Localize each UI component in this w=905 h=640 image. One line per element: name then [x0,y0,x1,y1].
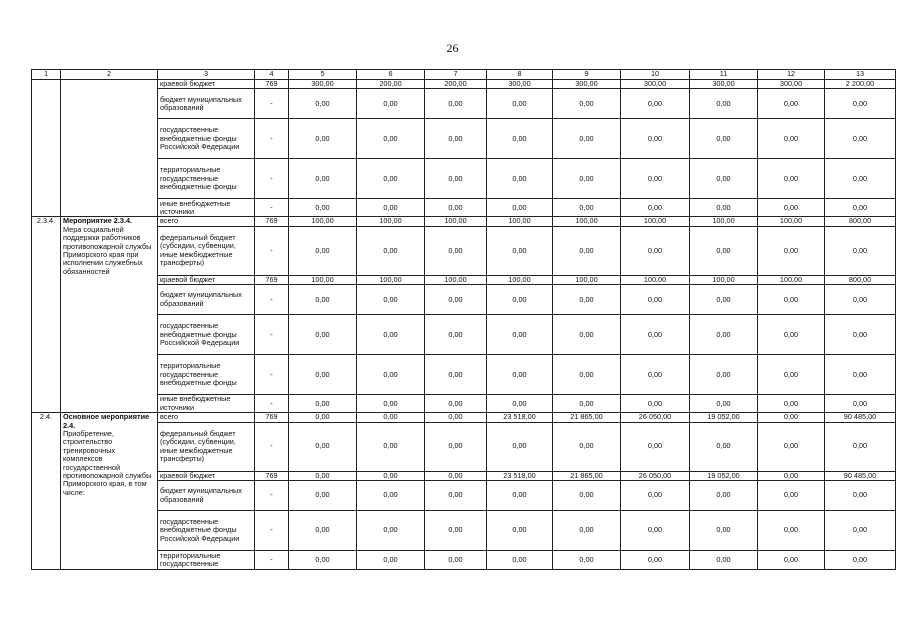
item-title: Основное мероприятие 2.4. [63,412,150,430]
budget-code: 769 [255,471,289,480]
amount-cell: 0,00 [289,413,357,422]
amount-cell: 0,00 [758,355,825,395]
amount-cell: 0,00 [357,471,425,480]
amount-cell: 0,00 [553,199,621,217]
amount-cell: 0,00 [690,355,758,395]
amount-cell: 0,00 [758,159,825,199]
amount-cell: 0,00 [621,395,690,413]
funding-source: государственные внебюджетные фонды Российской Федерации [158,511,255,551]
budget-code: - [255,119,289,159]
funding-source: бюджет муниципальных образований [158,89,255,119]
budget-code: - [255,481,289,511]
amount-cell: 0,00 [289,89,357,119]
amount-cell: 0,00 [825,551,896,570]
amount-cell: 21 865,00 [553,471,621,480]
amount-cell: 0,00 [758,395,825,413]
amount-cell: 0,00 [289,315,357,355]
funding-source: иные внебюджетные источники [158,199,255,217]
amount-cell: 0,00 [690,199,758,217]
amount-cell: 0,00 [357,89,425,119]
amount-cell: 200,00 [425,80,487,89]
amount-cell: 0,00 [289,422,357,471]
amount-cell: 0,00 [487,119,553,159]
amount-cell: 0,00 [690,395,758,413]
table-header-row [32,70,896,80]
amount-cell: 0,00 [425,481,487,511]
amount-cell: 0,00 [487,226,553,275]
amount-cell: 0,00 [357,226,425,275]
amount-cell: 300,00 [690,80,758,89]
table-row [32,199,896,217]
amount-cell: 0,00 [487,422,553,471]
amount-cell: 100,00 [621,217,690,226]
column-header: 4 [255,70,289,80]
funding-source: государственные внебюджетные фонды Российской Федерации [158,315,255,355]
amount-cell: 0,00 [825,119,896,159]
amount-cell: 0,00 [621,355,690,395]
amount-cell: 0,00 [621,422,690,471]
table-row [32,471,896,480]
amount-cell: 0,00 [357,395,425,413]
amount-cell: 100,00 [357,275,425,284]
funding-source: бюджет муниципальных образований [158,481,255,511]
amount-cell: 0,00 [553,315,621,355]
amount-cell: 0,00 [690,551,758,570]
amount-cell: 0,00 [289,199,357,217]
amount-cell: 0,00 [357,511,425,551]
column-header: 12 [758,70,825,80]
amount-cell: 0,00 [487,315,553,355]
amount-cell: 0,00 [621,285,690,315]
amount-cell: 0,00 [758,471,825,480]
amount-cell: 100,00 [690,275,758,284]
funding-source: государственные внебюджетные фонды Российской Федерации [158,119,255,159]
amount-cell: 100,00 [487,275,553,284]
amount-cell: 0,00 [553,159,621,199]
amount-cell: 0,00 [357,481,425,511]
amount-cell: 0,00 [357,422,425,471]
budget-code: 769 [255,80,289,89]
funding-source: краевой бюджет [158,80,255,89]
amount-cell: 0,00 [357,159,425,199]
funding-source: всего [158,217,255,226]
amount-cell: 0,00 [289,471,357,480]
funding-source: федеральный бюджет (субсидии, субвенции, иные межбюджетные трансферты) [158,226,255,275]
amount-cell: 0,00 [553,551,621,570]
amount-cell: 19 052,00 [690,471,758,480]
amount-cell: 0,00 [425,89,487,119]
table-row [32,481,896,511]
amount-cell: 0,00 [758,511,825,551]
amount-cell: 0,00 [621,199,690,217]
amount-cell: 0,00 [690,422,758,471]
table-row [32,395,896,413]
amount-cell: 100,00 [690,217,758,226]
amount-cell: 100,00 [758,275,825,284]
amount-cell: 0,00 [621,481,690,511]
amount-cell: 300,00 [487,80,553,89]
amount-cell: 0,00 [425,285,487,315]
amount-cell: 0,00 [425,413,487,422]
amount-cell: 100,00 [758,217,825,226]
amount-cell: 26 050,00 [621,413,690,422]
amount-cell: 800,00 [825,217,896,226]
amount-cell: 0,00 [487,395,553,413]
table-row [32,511,896,551]
amount-cell: 0,00 [825,395,896,413]
item-code [32,80,61,217]
amount-cell: 0,00 [289,395,357,413]
item-desc-text: Приобретение, строительство тренировочных комплексов государственной противопожарной службы Приморского края, в том числе: [63,429,152,497]
amount-cell: 0,00 [289,481,357,511]
budget-code: 769 [255,275,289,284]
amount-cell: 300,00 [758,80,825,89]
amount-cell: 0,00 [425,119,487,159]
amount-cell: 0,00 [357,285,425,315]
table-row [32,159,896,199]
amount-cell: 0,00 [425,226,487,275]
amount-cell: 0,00 [553,285,621,315]
budget-code: - [255,199,289,217]
amount-cell: 0,00 [825,422,896,471]
funding-source: федеральный бюджет (субсидии, субвенции, иные межбюджетные трансферты) [158,422,255,471]
table-row [32,217,896,226]
amount-cell: 0,00 [758,285,825,315]
item-description [61,413,158,570]
amount-cell: 0,00 [553,226,621,275]
amount-cell: 26 050,00 [621,471,690,480]
table-row [32,413,896,422]
amount-cell: 23 518,00 [487,413,553,422]
amount-cell: 90 485,00 [825,413,896,422]
amount-cell: 0,00 [553,355,621,395]
amount-cell: 0,00 [553,89,621,119]
amount-cell: 0,00 [425,355,487,395]
column-header: 3 [158,70,255,80]
amount-cell: 0,00 [621,89,690,119]
amount-cell: 0,00 [289,119,357,159]
amount-cell: 0,00 [825,199,896,217]
amount-cell: 0,00 [690,159,758,199]
funding-source: всего [158,413,255,422]
amount-cell: 21 865,00 [553,413,621,422]
amount-cell: 0,00 [487,89,553,119]
amount-cell: 90 485,00 [825,471,896,480]
budget-code: - [255,395,289,413]
amount-cell: 100,00 [553,217,621,226]
amount-cell: 23 518,00 [487,471,553,480]
amount-cell: 0,00 [825,355,896,395]
amount-cell: 0,00 [621,226,690,275]
amount-cell: 100,00 [487,217,553,226]
amount-cell: 0,00 [425,199,487,217]
amount-cell: 300,00 [289,80,357,89]
amount-cell: 0,00 [690,481,758,511]
amount-cell: 0,00 [758,89,825,119]
amount-cell: 100,00 [425,275,487,284]
item-description [61,80,158,217]
funding-source: иные внебюджетные источники [158,395,255,413]
amount-cell: 0,00 [758,551,825,570]
table-row [32,551,896,570]
column-header: 11 [690,70,758,80]
budget-table [31,69,896,570]
amount-cell: 0,00 [357,119,425,159]
budget-code: - [255,226,289,275]
budget-code: - [255,511,289,551]
amount-cell: 0,00 [553,422,621,471]
amount-cell: 0,00 [621,119,690,159]
page-number: 26 [446,41,459,55]
amount-cell: 0,00 [425,551,487,570]
amount-cell: 800,00 [825,275,896,284]
amount-cell: 0,00 [758,481,825,511]
amount-cell: 0,00 [758,226,825,275]
amount-cell: 0,00 [825,159,896,199]
amount-cell: 0,00 [758,199,825,217]
amount-cell: 300,00 [553,80,621,89]
amount-cell: 0,00 [553,511,621,551]
item-code: 2.4. [32,413,61,570]
amount-cell: 0,00 [289,355,357,395]
amount-cell: 0,00 [425,315,487,355]
budget-code: - [255,422,289,471]
column-header: 8 [487,70,553,80]
amount-cell: 0,00 [553,395,621,413]
amount-cell: 0,00 [425,511,487,551]
column-header: 13 [825,70,896,80]
item-description [61,217,158,413]
amount-cell: 0,00 [690,315,758,355]
amount-cell: 0,00 [289,511,357,551]
amount-cell: 0,00 [825,89,896,119]
amount-cell: 0,00 [487,199,553,217]
amount-cell: 100,00 [425,217,487,226]
amount-cell: 0,00 [825,285,896,315]
amount-cell: 19 052,00 [690,413,758,422]
amount-cell: 2 200,00 [825,80,896,89]
amount-cell: 0,00 [425,395,487,413]
amount-cell: 0,00 [758,422,825,471]
amount-cell: 200,00 [357,80,425,89]
column-header: 1 [32,70,61,80]
amount-cell: 100,00 [357,217,425,226]
amount-cell: 0,00 [289,159,357,199]
column-header: 6 [357,70,425,80]
amount-cell: 0,00 [357,355,425,395]
funding-source: территориальные государственные внебюджетные фонды [158,159,255,199]
amount-cell: 0,00 [289,551,357,570]
amount-cell: 0,00 [487,551,553,570]
column-header: 10 [621,70,690,80]
column-header: 9 [553,70,621,80]
table-row [32,119,896,159]
amount-cell: 0,00 [758,413,825,422]
amount-cell: 0,00 [425,471,487,480]
amount-cell: 100,00 [621,275,690,284]
table-row [32,226,896,275]
amount-cell: 0,00 [825,226,896,275]
budget-code: 769 [255,413,289,422]
amount-cell: 0,00 [487,159,553,199]
table-row [32,355,896,395]
funding-source: бюджет муниципальных образований [158,285,255,315]
amount-cell: 0,00 [357,551,425,570]
amount-cell: 0,00 [621,551,690,570]
budget-code: - [255,285,289,315]
amount-cell: 0,00 [690,226,758,275]
amount-cell: 100,00 [289,275,357,284]
budget-code: 769 [255,217,289,226]
amount-cell: 0,00 [487,481,553,511]
amount-cell: 0,00 [690,285,758,315]
budget-code: - [255,355,289,395]
funding-source: территориальные государственные внебюджетные фонды [158,355,255,395]
table-row [32,275,896,284]
column-header: 7 [425,70,487,80]
table-row [32,285,896,315]
budget-code: - [255,89,289,119]
amount-cell: 0,00 [357,413,425,422]
funding-source: краевой бюджет [158,275,255,284]
amount-cell: 0,00 [289,285,357,315]
amount-cell: 0,00 [357,199,425,217]
table-row [32,80,896,89]
amount-cell: 0,00 [621,511,690,551]
item-code: 2.3.4. [32,217,61,413]
amount-cell: 0,00 [621,315,690,355]
funding-source: территориальные государственные [158,551,255,570]
funding-source: краевой бюджет [158,471,255,480]
amount-cell: 0,00 [425,422,487,471]
table-row [32,89,896,119]
amount-cell: 0,00 [758,119,825,159]
amount-cell: 0,00 [487,511,553,551]
budget-code: - [255,551,289,570]
item-title: Мероприятие 2.3.4. [63,216,133,226]
amount-cell: 0,00 [690,119,758,159]
amount-cell: 0,00 [690,89,758,119]
item-desc-text: Мера социальной поддержки работников противопожарной службы Приморского края при исполнении служебных обязанностей [63,224,152,276]
column-header: 2 [61,70,158,80]
budget-code: - [255,159,289,199]
amount-cell: 0,00 [758,315,825,355]
budget-code: - [255,315,289,355]
amount-cell: 300,00 [621,80,690,89]
amount-cell: 0,00 [553,119,621,159]
table-row [32,315,896,355]
amount-cell: 0,00 [357,315,425,355]
amount-cell: 0,00 [690,511,758,551]
amount-cell: 0,00 [621,159,690,199]
amount-cell: 0,00 [487,355,553,395]
amount-cell: 100,00 [289,217,357,226]
amount-cell: 0,00 [825,481,896,511]
amount-cell: 0,00 [825,315,896,355]
amount-cell: 0,00 [289,226,357,275]
table-row [32,422,896,471]
amount-cell: 0,00 [425,159,487,199]
amount-cell: 100,00 [553,275,621,284]
amount-cell: 0,00 [487,285,553,315]
column-header: 5 [289,70,357,80]
amount-cell: 0,00 [553,481,621,511]
amount-cell: 0,00 [825,511,896,551]
